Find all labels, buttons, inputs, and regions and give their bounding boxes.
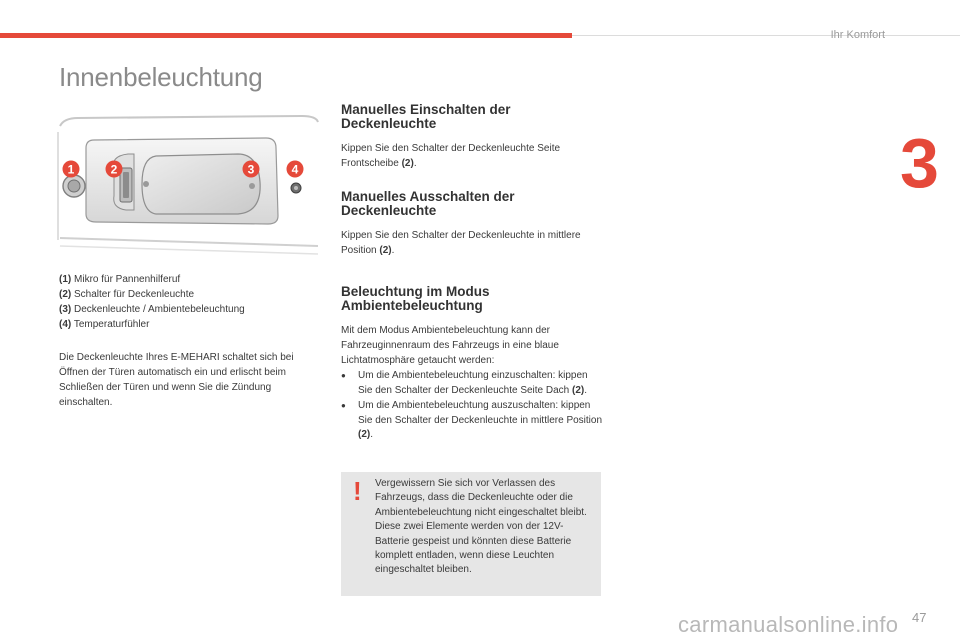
ceiling-light-illustration <box>56 112 320 260</box>
legend-item: (4) Temperaturfühler <box>59 319 150 330</box>
watermark: carmanualsonline.info <box>678 612 899 637</box>
section-ambient <box>341 285 603 443</box>
legend-item: (2) Schalter für Deckenleuchte <box>59 289 195 300</box>
warning-box <box>341 472 601 596</box>
page-number: 47 <box>912 610 927 625</box>
svg-text:3: 3 <box>247 162 255 177</box>
intro-paragraph: Die Deckenleuchte Ihres E-MEHARI schaltet sich bei Öffnen der Türen automatisch ein und erlischt beim Schließen der Türen und wenn Sie die Zündung einschalten. <box>59 352 294 408</box>
section-label: Ihr Komfort <box>830 29 885 41</box>
callout-2 <box>106 161 123 178</box>
bullet-list <box>341 369 603 443</box>
section-text: Mit dem Modus Ambientebeleuchtung kann der Fahrzeuginnenraum des Fahrzeugs in eine blaue Lichtatmosphäre getaucht werden: <box>341 325 559 366</box>
callout-1 <box>63 161 80 178</box>
section-manual-off <box>341 190 603 258</box>
header-rule <box>572 35 960 36</box>
header-accent-bar <box>0 33 572 38</box>
warning-icon: ! <box>353 476 362 506</box>
section-text: Kippen Sie den Schalter der Deckenleuchte Seite Frontscheibe (2). <box>341 143 561 169</box>
section-text: Kippen Sie den Schalter der Deckenleuchte in mittlere Position (2). <box>341 230 581 256</box>
section-heading: Manuelles Einschalten der Deckenleuchte <box>341 102 511 131</box>
list-item: ● Um die Ambientebeleuchtung auszuschalten: kippen Sie den Schalter der Deckenleuchte in mittlere Position (2). <box>341 399 603 443</box>
svg-text:2: 2 <box>110 162 118 177</box>
list-item: ● Um die Ambientebeleuchtung einzuschalten: kippen Sie den Schalter der Deckenleuchte Seite Dach (2). <box>341 369 603 398</box>
callout-3 <box>243 161 260 178</box>
section-heading: Manuelles Ausschalten der Deckenleuchte <box>341 189 515 218</box>
section-heading: Beleuchtung im Modus Ambientebeleuchtung <box>341 284 490 313</box>
section-manual-on <box>341 103 603 171</box>
page-title: Innenbeleuchtung <box>59 62 263 92</box>
warning-text: Vergewissern Sie sich vor Verlassen des Fahrzeugs, dass die Deckenleuchte oder die Ambientebeleuchtung nicht eingeschaltet bleibt. Diese zwei Elemente werden von der 12V-Batterie gespeist und könnten diese Batterie komplett entladen, wenn diese Leuchten eingeschaltet bleiben. <box>375 478 587 576</box>
chapter-number: 3 <box>900 124 939 202</box>
figure-legend <box>59 272 245 332</box>
legend-item: (3) Deckenleuchte / Ambientebeleuchtung <box>59 304 245 315</box>
svg-text:1: 1 <box>67 162 75 177</box>
legend-item: (1) Mikro für Pannenhilferuf <box>59 274 181 285</box>
callout-4 <box>287 161 304 178</box>
svg-text:4: 4 <box>291 162 299 177</box>
